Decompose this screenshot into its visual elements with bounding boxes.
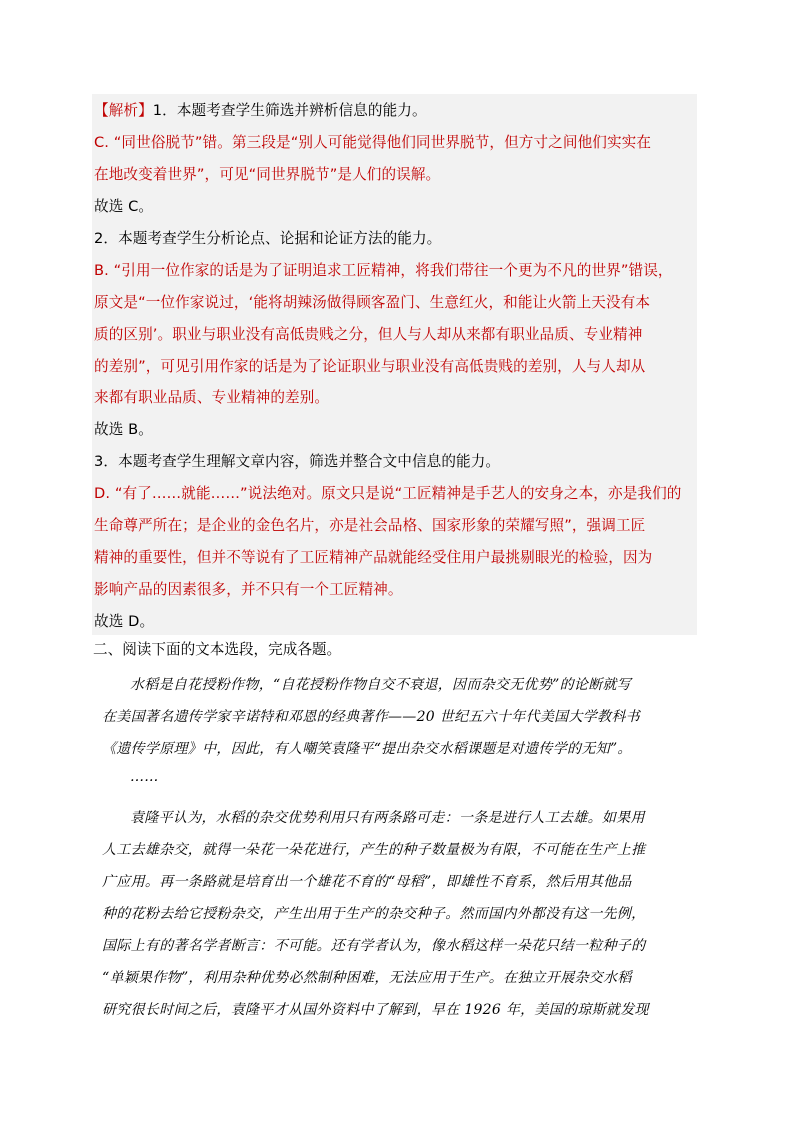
analysis-line-7: 原文是“一位作家说过，‘能将胡辣汤做得顾客盈门、生意红火，和能让火箭上天没有本	[94, 294, 651, 311]
analysis-line-2: C. “同世俗脱节”错。第三段是“别人可能觉得他们同世界脱节，但方寸之间他们实实在	[94, 134, 652, 151]
passage-line-9: “单颖果作物”，利用杂种优势必然制种困难，无法应用于生产。在独立开展杂交水稻	[102, 970, 632, 986]
analysis-line-9: 的差别”，可见引用作家的话是为了论证职业与职业没有高低贵贱的差别，人与人却从	[94, 358, 646, 375]
analysis-line-1	[94, 101, 427, 121]
passage-line-3: 《遗传学原理》中，因此，有人嘲笑袁隆平“提出杂交水稻课题是对遗传学的无知”。	[102, 741, 632, 757]
analysis-line-15: 精神的重要性，但并不等说有了工匠精神产品就能经受住用户最挑剔眼光的检验，因为	[94, 549, 653, 566]
analysis-line-11: 故选 B。	[94, 421, 153, 438]
analysis-line-17: 故选 D。	[94, 613, 155, 630]
analysis-line-4: 故选 C。	[94, 198, 154, 215]
analysis-line-6: B. “引用一位作家的话是为了证明追求工匠精神，将我们带往一个更为不凡的世界”错误，	[94, 262, 673, 279]
analysis-line-16: 影响产品的因素很多，并不只有一个工匠精神。	[94, 581, 403, 598]
analysis-line-12: 3．本题考查学生理解文章内容，筛选并整合文中信息的能力。	[94, 453, 501, 470]
analysis-label: 【解析】	[94, 102, 153, 119]
passage-line-10: 研究很长时间之后，袁隆平才从国外资料中了解到，早在 1926 年，美国的琼斯就发现	[102, 1002, 649, 1018]
analysis-line-3: 在地改变着世界”，可见“同世界脱节”是人们的误解。	[94, 166, 441, 183]
analysis-line-10: 来都有职业品质、专业精神的差别。	[94, 389, 330, 406]
passage-line-6: 广应用。再一条路就是培育出一个雄花不育的“母稻”，即雄性不育系，然后用其他品	[102, 874, 632, 890]
passage-line-7: 种的花粉去给它授粉杂交，产生出用于生产的杂交种子。然而国内外都没有这一先例，	[102, 906, 646, 922]
passage-line-4: 袁隆平认为，水稻的杂交优势利用只有两条路可走：一条是进行人工去雄。如果用	[130, 810, 645, 826]
analysis-line-5: 2．本题考查学生分析论点、论据和论证方法的能力。	[94, 230, 442, 247]
passage-ellipsis: ……	[130, 769, 159, 785]
passage-line-8: 国际上有的著名学者断言：不可能。还有学者认为，像水稻这样一朵花只结一粒种子的	[102, 938, 646, 954]
analysis-line-8: 质的区别’。职业与职业没有高低贵贱之分，但人与人却从来都有职业品质、专业精神	[94, 326, 643, 343]
passage-line-2: 在美国著名遗传学家辛诺特和邓恩的经典著作——20 世纪五六十年代美国大学教科书	[102, 709, 640, 725]
passage-line-1: 水稻是自花授粉作物，“自花授粉作物自交不衰退，因而杂交无优势”的论断就写	[130, 677, 632, 693]
section-heading: 二、阅读下面的文本选段，完成各题。	[93, 641, 342, 658]
analysis-line-13: D. “有了……就能……”说法绝对。原文只是说“工匠精神是手艺人的安身之本，亦是我们的	[94, 485, 682, 502]
analysis-line-14: 生命尊严所在；是企业的金色名片，亦是社会品格、国家形象的荣耀写照”，强调工匠	[94, 517, 646, 534]
analysis-q1-title: 1．本题考查学生筛选并辨析信息的能力。	[152, 102, 427, 119]
passage-line-5: 人工去雄杂交，就得一朵花一朵花进行，产生的种子数量极为有限，不可能在生产上推	[102, 842, 646, 858]
